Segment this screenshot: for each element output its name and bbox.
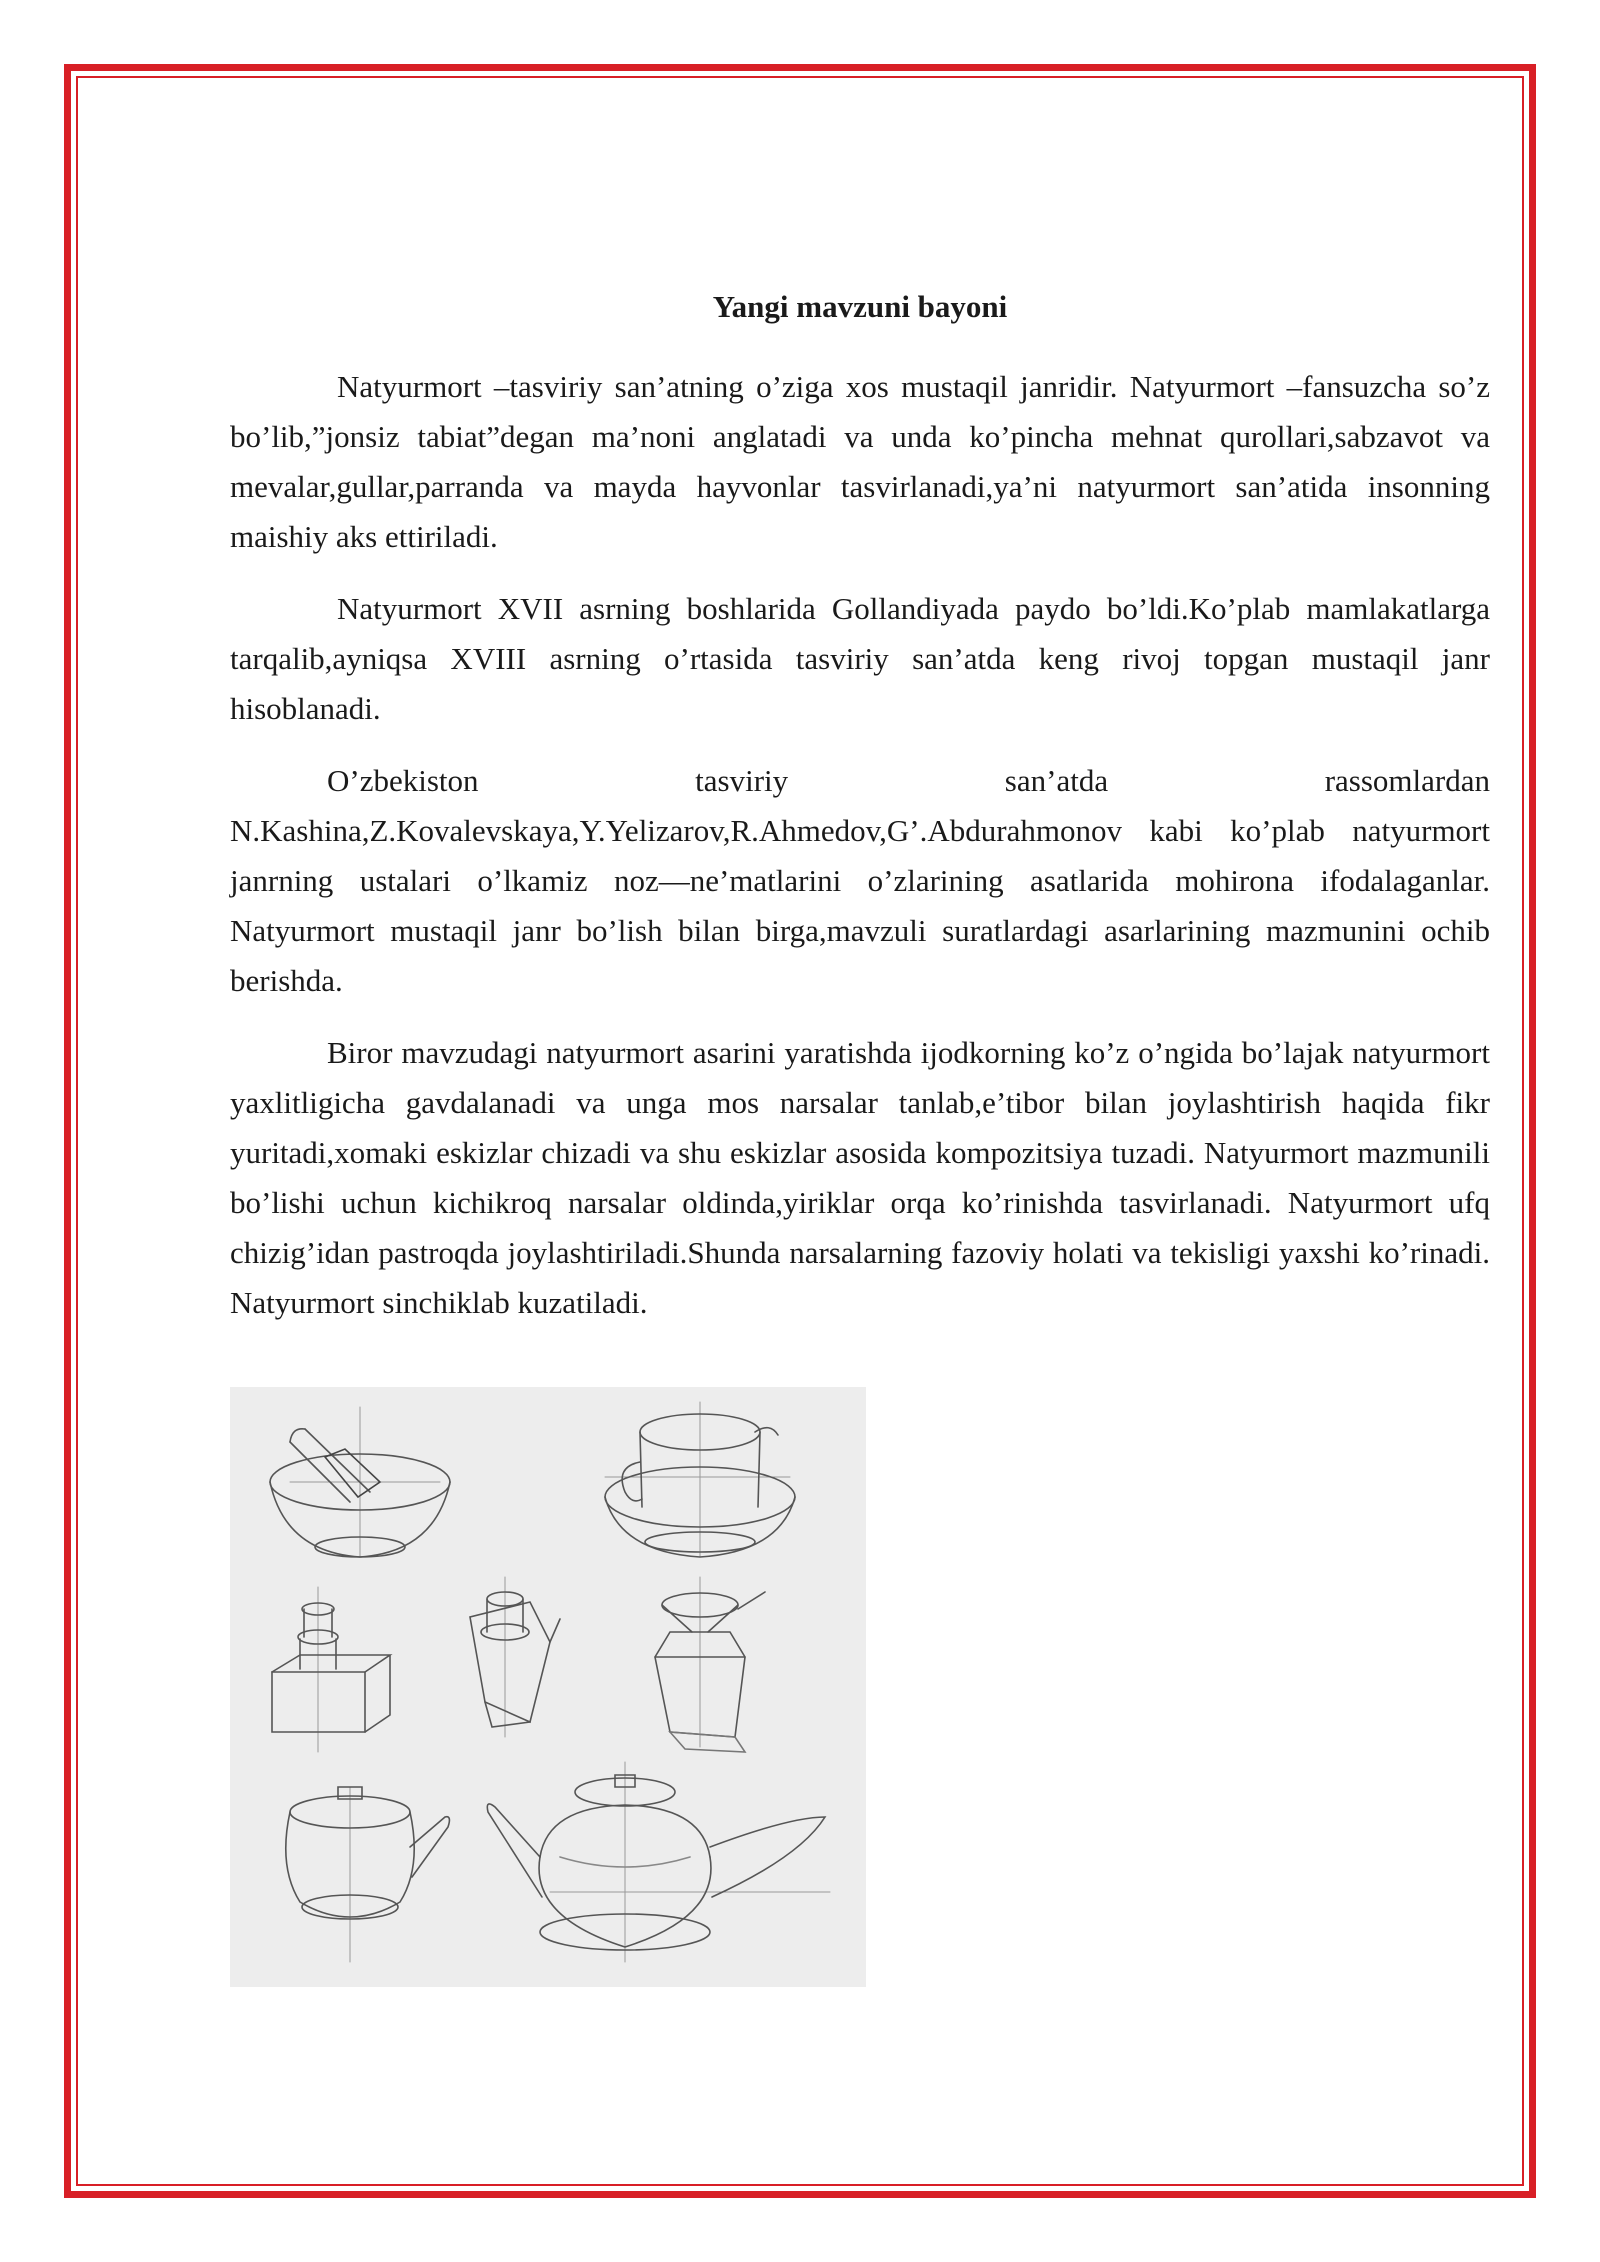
paragraph: Biror mavzudagi natyurmort asarini yaratishda ijodkorning ko’z o’ngida bo’lajak natyurmort yaxlitligicha gavdalanadi va unga mos narsalar tanlab,e’tibor bilan joylashtirish haqida fikr yuritadi,xomaki eskizlar chizadi va shu eskizlar asosida kompozitsiya tuzadi. Natyurmort mazmunili bo’lishi uchun kichikroq narsalar oldinda,yiriklar orqa ko’rinishda tasvirlanadi. Natyurmort ufq chizig’idan pastroqda joylashtiriladi.Shunda narsalarning fazoviy holati va tekisligi yaxshi ko’rinadi. Natyurmort sinchiklab kuzatiladi. xyxy=(230,1035,1490,1320)
sketch-bottle-cube xyxy=(272,1603,390,1732)
paragraph: O’zbekiston tasviriy san’atda rassomlardan N.Kashina,Z.Kovalevskaya,Y.Yelizarov,R.Ahmedov,G’.Abdurahmonov kabi ko’plab natyurmort janrning ustalari o’lkamiz noz—ne’matlarini o’zlarining asatlarida mohirona ifodalaganlar. Natyurmort mustaqil janr bo’lish bilan birga,mavzuli suratlardagi asarlarining mazmunini ochib berishda. xyxy=(230,763,1490,998)
sketch-jar-funnel xyxy=(655,1592,765,1752)
document-title: Yangi mavzuni bayoni xyxy=(712,289,1008,324)
document-body xyxy=(230,282,1490,1328)
sketch-small-kettle xyxy=(286,1787,450,1919)
paragraph: Natyurmort –tasviriy san’atning o’ziga xos mustaqil janridir. Natyurmort –fansuzcha so’z bo’lib,”jonsiz tabiat”degan ma’noni anglatadi va unda ko’pincha mehnat qurollari,sabzavot va mevalar,gullar,parranda va mayda hayvonlar tasvirlanadi,ya’ni natyurmort san’atida insonning maishiy aks ettiriladi. xyxy=(230,369,1490,554)
sketch-teapot xyxy=(487,1775,825,1950)
sketch-bottle-prism xyxy=(470,1592,560,1727)
paragraph: Natyurmort XVII asrning boshlarida Gollandiyada paydo bo’ldi.Ko’plab mamlakatlarga tarqalib,ayniqsa XVIII asrning o’rtasida tasviriy san’atda keng rivoj topgan mustaqil janr hisoblanadi. xyxy=(230,591,1490,726)
still-life-sketch-image xyxy=(230,1387,866,1987)
